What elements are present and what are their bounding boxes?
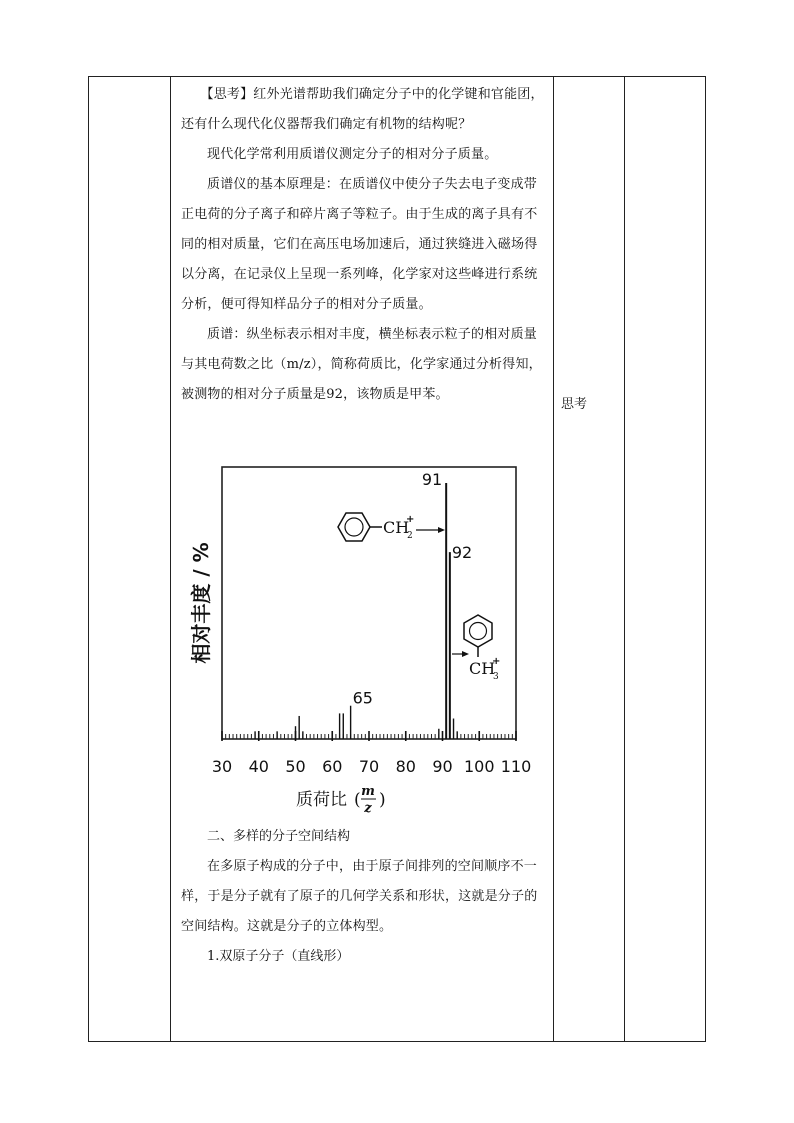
benzyl-cation-structure: [338, 513, 445, 541]
section-paragraph: 在多原子构成的分子中，由于原子间排列的空间顺序不一样，于是分子就有了原子的几何学关系和形状，这就是分子的空间结构。这就是分子的立体构型。: [181, 859, 538, 934]
toluene-formula-charge: +: [492, 656, 501, 667]
x-label-denominator: z: [364, 801, 372, 816]
toluene-cation-structure: [452, 615, 500, 682]
x-tick-label: 60: [322, 757, 343, 776]
x-tick-label: 90: [432, 757, 453, 776]
peaks: [255, 470, 472, 739]
aromatic-circle-icon: [470, 623, 487, 640]
x-axis-label: 质荷比: [296, 790, 347, 810]
benzene-ring-icon: [338, 513, 370, 541]
benzyl-formula-charge: +: [406, 514, 415, 525]
peak-label-65: 65: [352, 688, 373, 708]
benzyl-formula-sub: 2: [407, 531, 413, 541]
x-tick-label: 80: [395, 757, 416, 776]
benzyl-formula-base: CH: [383, 518, 410, 537]
x-tick-label: 100: [463, 757, 495, 776]
mass-spec-principle: 质谱仪的基本原理是：在质谱仪中使分子失去电子变成带正电荷的分子离子和碎片离子等粒子。由于生成的离子具有不同的相对质量，它们在高压电场加速后，通过狭缝进入磁场得以分离，在记录仪上呈现一系列峰，化学家对这些峰进行系统分析，便可得知样品分子的相对分子质量。: [181, 177, 538, 312]
mass-spectrum-chart: [100, 385, 540, 820]
toluene-formula-sub: 3: [493, 672, 499, 682]
arrow-head-icon: [438, 527, 445, 533]
x-tick-label: 50: [285, 757, 306, 776]
peak-label-92: 92: [451, 543, 473, 563]
x-label-open-paren: (: [354, 790, 361, 810]
x-tick-label: 40: [248, 757, 269, 776]
teaching-content: [171, 77, 553, 410]
toluene-formula-base: CH: [469, 659, 496, 678]
subsection-title: 1.双原子分子（直线形）: [207, 949, 350, 964]
mass-spec-definition: 质谱：纵坐标表示相对丰度，横坐标表示粒子的相对质量与其电荷数之比（m/z），简称荷质比，化学家通过分析得知，被测物的相对分子质量是92，该物质是甲苯。: [181, 327, 542, 402]
arrow-head-icon: [462, 651, 469, 657]
student-activity: 思考: [561, 397, 588, 412]
x-tick-label: 70: [358, 757, 380, 776]
peak-label-91: 91: [421, 470, 443, 489]
column-divider: [553, 77, 554, 1041]
y-axis-label: 相对丰度 / %: [189, 542, 213, 664]
x-tick-label: 110: [500, 757, 532, 776]
x-label-close-paren: ): [379, 790, 386, 810]
column-divider: [624, 77, 625, 1041]
benzene-ring-icon: [464, 615, 492, 647]
mass-spec-intro: 现代化学常利用质谱仪测定分子的相对分子质量。: [207, 147, 498, 162]
x-tick-label: 30: [211, 757, 233, 776]
section-title: 二、多样的分子空间结构: [207, 829, 351, 844]
section-two: [171, 822, 553, 972]
x-label-numerator: m: [361, 784, 375, 799]
aromatic-circle-icon: [345, 518, 363, 536]
think-question: 【思考】红外光谱帮助我们确定分子中的化学键和官能团，还有什么现代化仪器帮我们确定有机物的结构呢？: [181, 87, 544, 132]
